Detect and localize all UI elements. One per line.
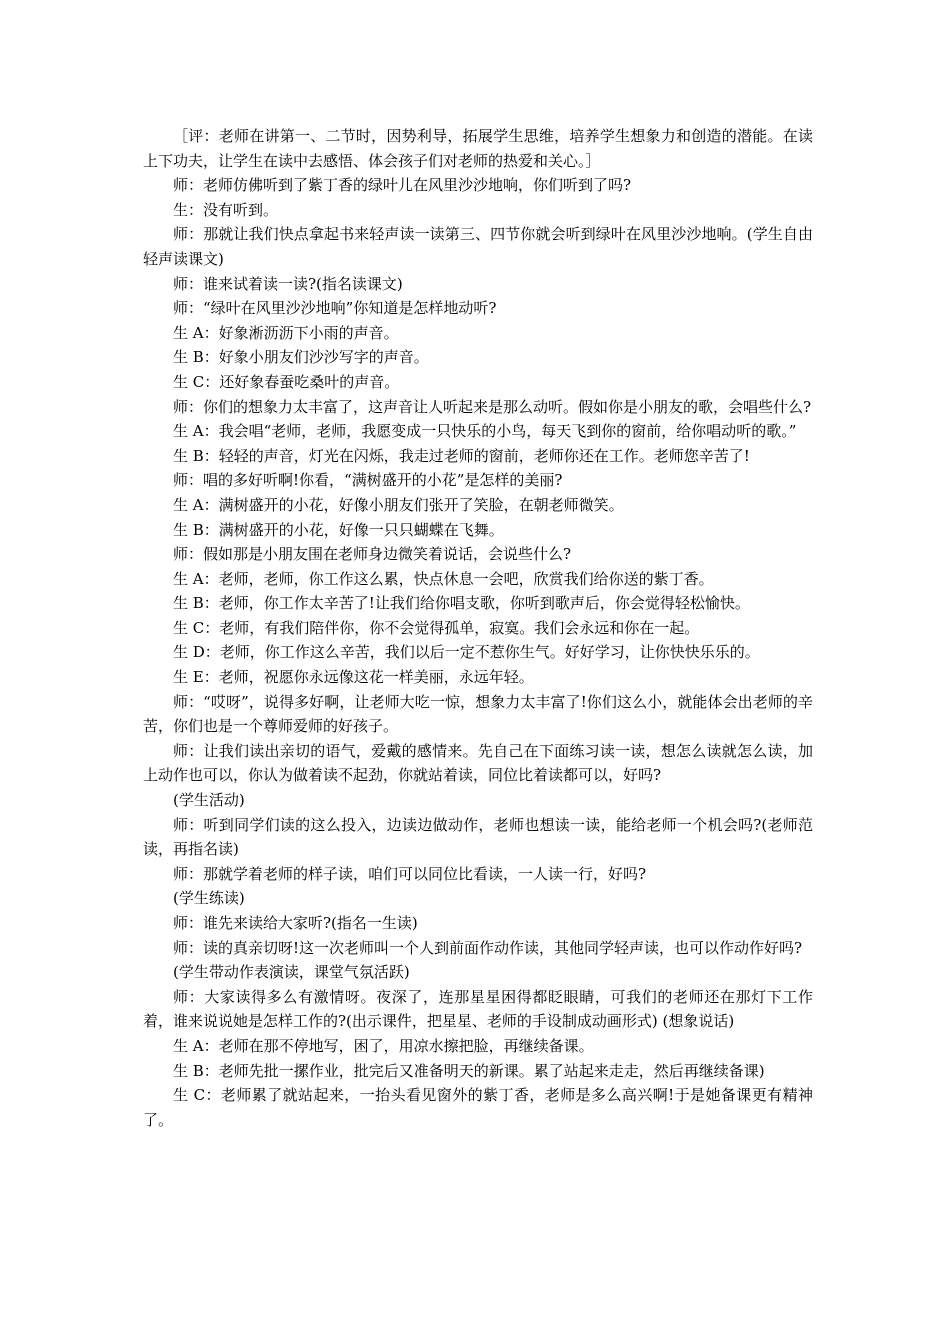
paragraph-commentary: ［评：老师在讲第一、二节时，因势利导，拓展学生思维，培养学生想象力和创造的潜能。在读上下功夫，让学生在读中去感悟、体会孩子们对老师的热爱和关心。］ [143,127,813,170]
paragraph: 生 A：满树盛开的小花，好像小朋友们张开了笑脸，在朝老师微笑。 [173,495,624,514]
paragraph: 生 C：还好象春蚕吃桑叶的声音。 [173,372,400,391]
paragraph: 师：大家读得多么有激情呀。夜深了，连那星星困得都眨眼睛，可我们的老师还在那灯下工作着，谁来说说她是怎样工作的?(出示课件，把星星、老师的手设制成动画形式) (想象说话) [143,987,813,1031]
paragraph: 生 C：老师，有我们陪伴你，你不会觉得孤单，寂寞。我们会永远和你在一起。 [173,618,700,637]
paragraph: (学生带动作表演读，课堂气氛活跃) [173,963,410,982]
paragraph: 生 A：老师，老师，你工作这么累，快点休息一会吧，欣赏我们给你送的紫丁香。 [173,569,714,588]
paragraph: 师：谁先来读给大家听?(指名一生读) [173,914,418,932]
paragraph: 师：“哎呀”，说得多好啊，让老师大吃一惊，想象力太丰富了!你们这么小，就能体会出老师的辛苦，你们也是一个尊师爱师的好孩子。 [143,692,813,736]
paragraph: 生 D：老师，你工作这么辛苦，我们以后一定不惹你生气。好好学习，让你快快乐乐的。 [173,643,760,662]
paragraph: 生 A：好象淅沥沥下小雨的声音。 [173,323,399,342]
paragraph: 师：唱的多好听啊!你看，“满树盛开的小花”是怎样的美丽? [173,471,563,490]
paragraph: 生 B：满树盛开的小花，好像一只只蝴蝶在飞舞。 [173,520,504,539]
paragraph: 生 A：我会唱“老师，老师，我愿变成一只快乐的小鸟，每天飞到你的窗前，给你唱动听的歌。” [173,422,797,441]
paragraph: 生 A：老师在那不停地写，困了，用凉水擦把脸，再继续备课。 [173,1036,594,1055]
paragraph: (学生练读) [173,889,245,908]
paragraph: 师：谁来试着读一读?(指名读课文) [173,274,403,293]
paragraph: 师：那就学着老师的样子读，咱们可以同位比看读，一人读一行，好吗? [173,864,647,883]
paragraph: 师：老师仿佛听到了紫丁香的绿叶儿在风里沙沙地响，你们听到了吗? [173,176,632,195]
paragraph: 生 B：轻轻的声音，灯光在闪烁，我走过老师的窗前，老师你还在工作。老师您辛苦了! [173,446,750,465]
paragraph: 师：听到同学们读的这么投入，边读边做动作，老师也想读一读，能给老师一个机会吗?(老师范读，再指名读) [143,815,813,859]
paragraph: 生 E：老师，祝愿你永远像这花一样美丽，永远年轻。 [173,668,534,687]
paragraph: (学生活动) [173,791,245,810]
paragraph: 生 C：老师累了就站起来，一抬头看见窗外的紫丁香，老师是多么高兴啊!于是她备课更有精神了。 [143,1086,813,1129]
paragraph: 师：让我们读出亲切的语气，爱戴的感情来。先自己在下面练习读一读，想怎么读就怎么读，加上动作也可以，你认为做着读不起劲，你就站着读，同位比着读都可以，好吗? [143,741,813,785]
paragraph: 师：假如那是小朋友围在老师身边微笑着说话，会说些什么? [173,545,572,564]
paragraph: 生 B：老师，你工作太辛苦了!让我们给你唱支歌，你听到歌声后，你会觉得轻松愉快。 [173,594,750,613]
paragraph: 生 B：好象小朋友们沙沙写字的声音。 [173,348,429,367]
paragraph: 生 B：老师先批一摞作业，批完后又准备明天的新课。累了站起来走走，然后再继续备课) [173,1061,765,1080]
paragraph: 生：没有听到。 [173,200,279,219]
paragraph: 师：那就让我们快点拿起书来轻声读一读第三、四节你就会听到绿叶在风里沙沙地响。(学生自由轻声读课文) [143,225,813,268]
paragraph: 师：读的真亲切呀!这一次老师叫一个人到前面作动作读，其他同学轻声读，也可以作动作好吗? [173,938,803,957]
paragraph: 师：你们的想象力太丰富了，这声音让人听起来是那么动听。假如你是小朋友的歌，会唱些什么? [173,397,812,416]
document-body [143,124,813,1132]
paragraph: 师：“绿叶在风里沙沙地响”你知道是怎样地动听? [173,299,497,318]
